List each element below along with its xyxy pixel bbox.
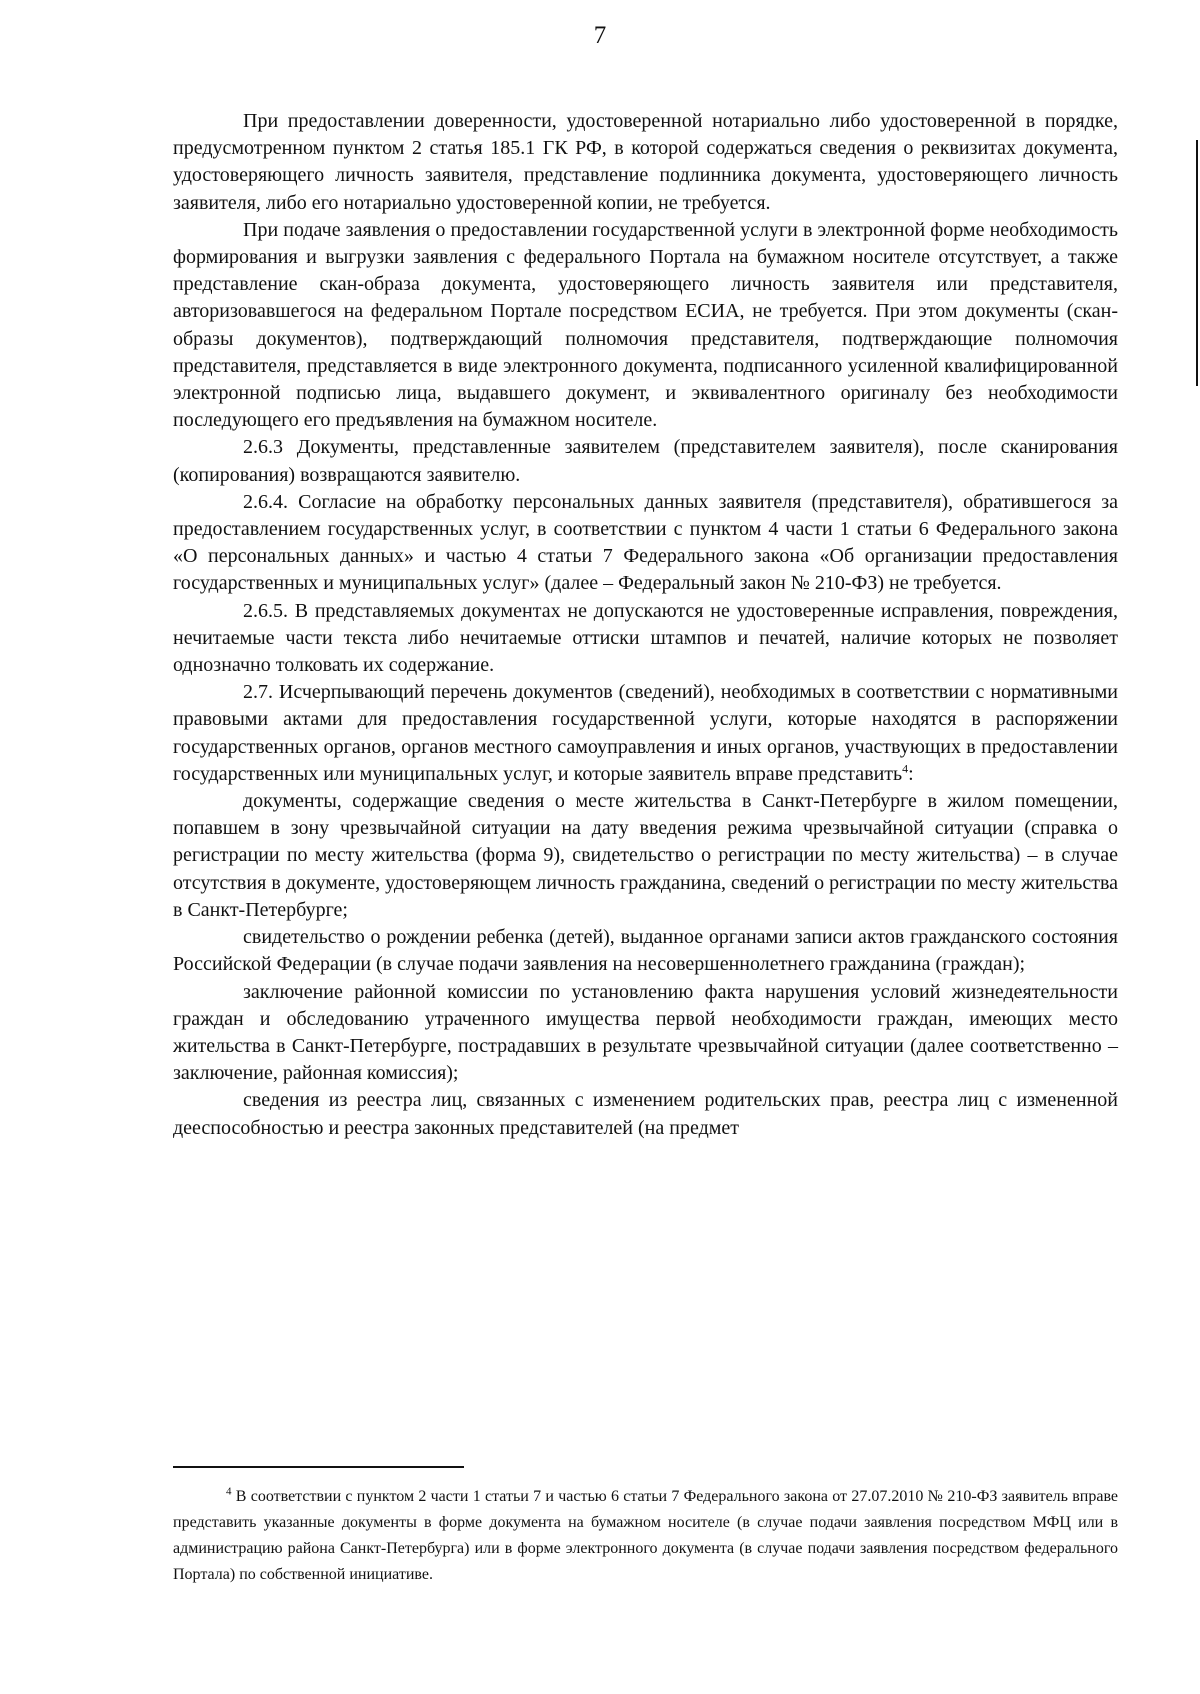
list-item-commission-conclusion: заключение районной комиссии по установлению факта нарушения условий жизнедеятельности граждан и обследованию утраченного имущества первой необходимости граждан, имеющих место жительства в Санкт-Петербурге, пострадавших в результате чрезвычайной ситуации (далее соответственно – заключение, районная комиссия); xyxy=(173,980,1118,1085)
document-body xyxy=(173,108,1118,1142)
paragraph-power-of-attorney: При предоставлении доверенности, удостоверенной нотариально либо удостоверенной в порядке, предусмотренном пунктом 2 статья 185.1 ГК РФ, в которой содержаться сведения о реквизитах документа, удостоверяющего личность заявителя, представление подлинника документа, удостоверяющего личность заявителя, либо его нотариально удостоверенной копии, не требуется. xyxy=(173,110,1118,214)
paragraph-electronic-submission: При подаче заявления о предоставлении государственной услуги в электронной форме необходимость формирования и выгрузки заявления с федерального Портала на бумажном носителе отсутствует, а также представление скан-образа документа, удостоверяющего личность заявителя или представителя, авторизовавшегося на федеральном Портале посредством ЕСИА, не требуется. При этом документы (скан-образы документов), подтверждающий полномочия представителя, подтверждающие полномочия представителя, представляется в виде электронного документа, подписанного усиленной квалифицированной электронной подписью лица, выдавшего документ, и эквивалентного оригиналу без необходимости последующего его предъявления на бумажном носителе. xyxy=(173,218,1118,432)
list-item-birth-certificate: свидетельство о рождении ребенка (детей), выданное органами записи актов гражданского состояния Российской Федерации (в случае подачи заявления на несовершеннолетнего гражданина (граждан); xyxy=(173,926,1118,976)
page-number: 7 xyxy=(593,22,607,49)
footnote xyxy=(173,1484,1118,1588)
list-item-residence-documents: документы, содержащие сведения о месте жительства в Санкт-Петербурге в жилом помещении, попавшем в зону чрезвычайной ситуации на дату введения режима чрезвычайной ситуации (справка о регистрации по месту жительства (форма 9), свидетельство о регистрации по месту жительства) – в случае отсутствия в документе, удостоверяющем личность гражданина, сведений о регистрации по месту жительства в Санкт-Петербурге; xyxy=(173,790,1118,921)
footnote-reference[interactable]: 4 xyxy=(902,761,909,776)
footnote-separator xyxy=(173,1466,464,1468)
paragraph-2-7 xyxy=(173,679,1118,788)
paragraph-2-6-5: 2.6.5. В представляемых документах не допускаются не удостоверенные исправления, повреждения, нечитаемые части текста либо нечитаемые оттиски штампов и печатей, наличие которых не позволяет однозначно толковать их содержание. xyxy=(173,599,1118,677)
list-item-registry-info: сведения из реестра лиц, связанных с изменением родительских прав, реестра лиц с измененной дееспособностью и реестра законных представителей (на предмет xyxy=(173,1089,1118,1139)
footnote-mark: 4 xyxy=(226,1485,232,1498)
paragraph-2-6-4: 2.6.4. Согласие на обработку персональных данных заявителя (представителя), обратившегося за предоставлением государственных услуг, в соответствии с пунктом 4 части 1 статьи 6 Федерального закона «О персональных данных» и частью 4 статьи 7 Федерального закона «Об организации предоставления государственных и муниципальных услуг» (далее – Федеральный закон № 210-ФЗ) не требуется. xyxy=(173,490,1118,595)
footnote-text: В соответствии с пунктом 2 части 1 статьи 7 и частью 6 статьи 7 Федерального закона от 27.07.2010 № 210-ФЗ заявитель вправе представить указанные документы в форме документа на бумажном носителе (в случае подачи заявления посредством МФЦ или в администрацию района Санкт-Петербурга) или в форме электронного документа (в случае подачи заявления посредством федерального Портала) по собственной инициативе. xyxy=(173,1488,1119,1583)
paragraph-2-7-colon: : xyxy=(908,762,914,785)
margin-change-bar xyxy=(1196,140,1198,386)
paragraph-2-6-3: 2.6.3 Документы, представленные заявителем (представителем заявителя), после сканирования (копирования) возвращаются заявителю. xyxy=(173,436,1118,486)
paragraph-2-7-text: 2.7. Исчерпывающий перечень документов (сведений), необходимых в соответствии с нормативными правовыми актами для предоставления государственной услуги, которые находятся в распоряжении государственных органов, органов местного самоуправления и иных органов, участвующих в предоставлении государственных или муниципальных услуг, и которые заявитель вправе представить xyxy=(173,681,1118,785)
